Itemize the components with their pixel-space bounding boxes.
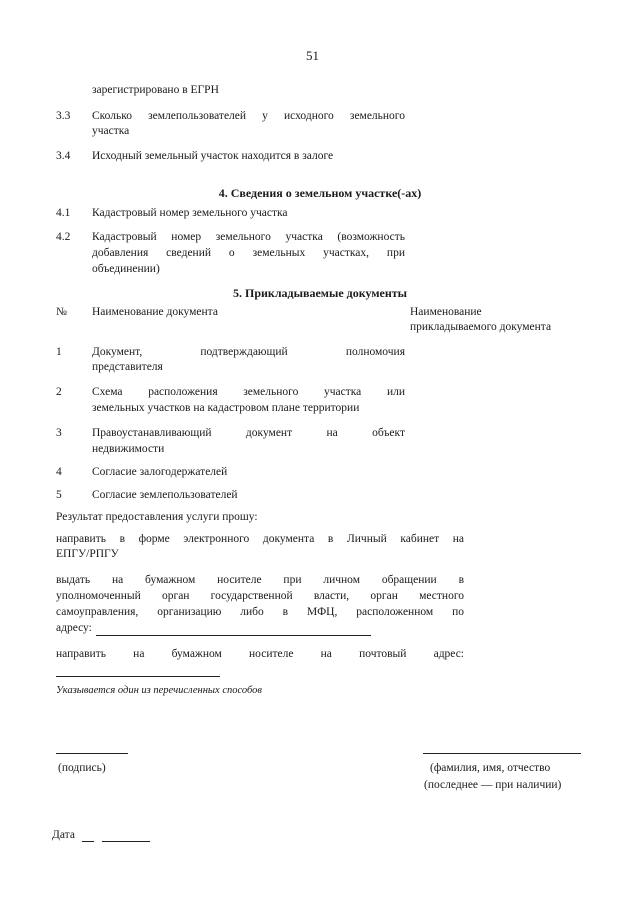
result-option-paper-in-person: выдать на бумажном носителе при личном обращении в bbox=[56, 574, 464, 586]
header-attached-document: Наименование bbox=[410, 306, 482, 318]
postal-address-line bbox=[56, 676, 220, 677]
row-text: недвижимости bbox=[92, 443, 165, 455]
date-label: Дата bbox=[52, 829, 75, 841]
row-number: 3 bbox=[56, 427, 62, 439]
row-number: 4 bbox=[56, 466, 62, 478]
result-option-post: направить на бумажном носителе на почтовый адрес: bbox=[56, 648, 464, 660]
signature-label: (подпись) bbox=[58, 762, 106, 774]
row-text: земельных участков на кадастровом плане территории bbox=[92, 402, 360, 414]
row-text: Согласие землепользователей bbox=[92, 489, 238, 501]
row-number: 3.4 bbox=[56, 150, 71, 162]
section3-continuation: зарегистрировано в ЕГРН bbox=[92, 84, 219, 96]
row-text: объединении) bbox=[92, 263, 160, 275]
page-number: 51 bbox=[306, 48, 319, 63]
name-label: (последнее — при наличии) bbox=[424, 779, 562, 791]
header-number: № bbox=[56, 306, 67, 318]
result-option-paper-in-person: уполномоченный орган государственной власти, орган местного bbox=[56, 590, 464, 602]
row-number: 5 bbox=[56, 489, 62, 501]
date-day-line bbox=[82, 841, 94, 842]
name-label: (фамилия, имя, отчество bbox=[430, 762, 551, 774]
header-document-name: Наименование документа bbox=[92, 306, 218, 318]
result-option-electronic: направить в форме электронного документа в Личный кабинет на bbox=[56, 533, 464, 545]
row-text: представителя bbox=[92, 361, 163, 373]
result-note: Указывается один из перечисленных способов bbox=[56, 685, 262, 696]
row-text: Сколько землепользователей у исходного земельного bbox=[92, 110, 405, 122]
result-option-paper-in-person: адресу: bbox=[56, 622, 92, 634]
row-text: добавления сведений о земельных участках, при bbox=[92, 247, 405, 259]
row-number: 4.1 bbox=[56, 207, 71, 219]
result-option-paper-in-person: самоуправления, организацию либо в МФЦ, расположенном по bbox=[56, 606, 464, 618]
row-text: Согласие залогодержателей bbox=[92, 466, 228, 478]
row-text: Правоустанавливающий документ на объект bbox=[92, 427, 405, 439]
row-text: участка bbox=[92, 125, 130, 137]
row-text: Кадастровый номер земельного участка bbox=[92, 207, 288, 219]
row-number: 4.2 bbox=[56, 231, 71, 243]
section5-title: 5. Прикладываемые документы bbox=[232, 286, 408, 300]
row-text: Документ, подтверждающий полномочия bbox=[92, 346, 405, 358]
row-number: 3.3 bbox=[56, 110, 71, 122]
row-text: Кадастровый номер земельного участка (возможность bbox=[92, 231, 405, 243]
header-attached-document: прикладываемого документа bbox=[410, 321, 552, 333]
date-line bbox=[102, 841, 150, 842]
row-number: 2 bbox=[56, 386, 62, 398]
row-text: Схема расположения земельного участка или bbox=[92, 386, 405, 398]
address-line bbox=[96, 635, 371, 636]
name-line bbox=[423, 753, 581, 754]
row-number: 1 bbox=[56, 346, 62, 358]
result-option-electronic: ЕПГУ/РПГУ bbox=[56, 548, 119, 560]
section4-title: 4. Сведения о земельном участке(-ах) bbox=[218, 186, 422, 200]
result-intro: Результат предоставления услуги прошу: bbox=[56, 511, 258, 523]
signature-line bbox=[56, 753, 128, 754]
row-text: Исходный земельный участок находится в залоге bbox=[92, 150, 334, 162]
